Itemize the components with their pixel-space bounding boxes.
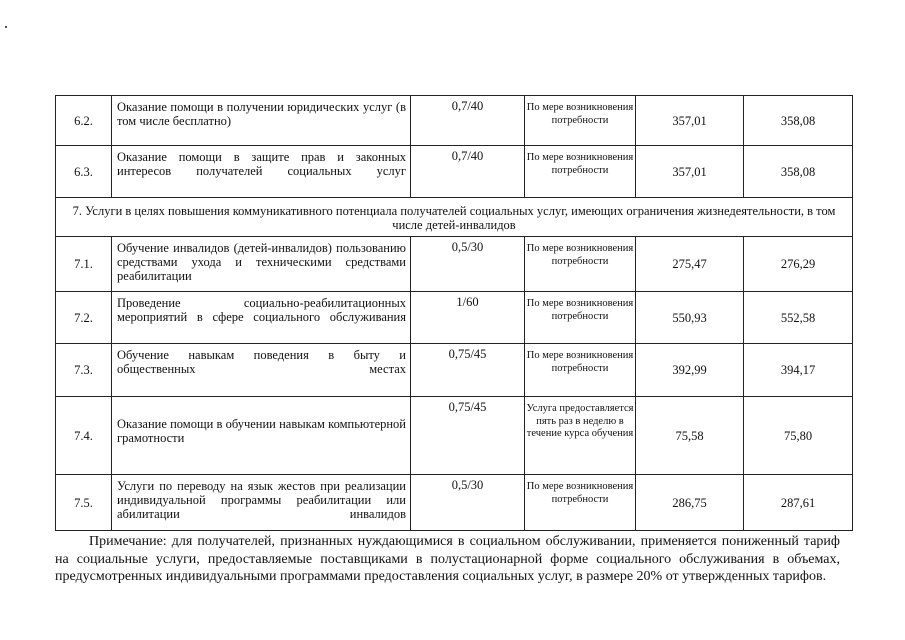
service-name: Проведение социально-реабилитационных мероприятий в сфере социального обслуживания	[112, 292, 411, 344]
tariff-value: 358,08	[744, 96, 853, 146]
tariff-value: 392,99	[636, 344, 744, 397]
row-number: 7.4.	[56, 397, 112, 475]
table-row	[56, 344, 853, 397]
table-row	[56, 397, 853, 475]
service-frequency: По мере возникновения потребности	[525, 96, 636, 146]
row-number: 6.3.	[56, 146, 112, 198]
time-norm: 0,7/40	[411, 146, 525, 198]
service-frequency: По мере возникновения потребности	[525, 237, 636, 292]
service-name: Обучение инвалидов (детей-инвалидов) пользованию средствами ухода и техническими средствами реабилитации	[112, 237, 411, 292]
row-number: 6.2.	[56, 96, 112, 146]
section-row	[56, 198, 853, 237]
time-norm: 0,5/30	[411, 237, 525, 292]
service-name: Оказание помощи в обучении навыкам компьютерной грамотности	[112, 397, 411, 475]
service-frequency: Услуга предоставляется пять раз в неделю в течение курса обучения	[525, 397, 636, 475]
table-row	[56, 475, 853, 531]
row-number: 7.5.	[56, 475, 112, 531]
table-row	[56, 292, 853, 344]
time-norm: 0,75/45	[411, 397, 525, 475]
tariff-value: 552,58	[744, 292, 853, 344]
row-number: 7.3.	[56, 344, 112, 397]
time-norm: 0,75/45	[411, 344, 525, 397]
tariff-value: 276,29	[744, 237, 853, 292]
row-number: 7.2.	[56, 292, 112, 344]
service-name: Обучение навыкам поведения в быту и общественных местах	[112, 344, 411, 397]
service-frequency: По мере возникновения потребности	[525, 475, 636, 531]
tariff-value: 286,75	[636, 475, 744, 531]
service-name: Услуги по переводу на язык жестов при реализации индивидуальной программы реабилитации или абилитации инвалидов	[112, 475, 411, 531]
table-row	[56, 237, 853, 292]
service-frequency: По мере возникновения потребности	[525, 292, 636, 344]
tariff-table	[55, 95, 853, 531]
tariff-value: 75,80	[744, 397, 853, 475]
service-frequency: По мере возникновения потребности	[525, 344, 636, 397]
service-name: Оказание помощи в получении юридических услуг (в том числе бесплатно)	[112, 96, 411, 146]
tariff-value: 75,58	[636, 397, 744, 475]
tariff-value: 357,01	[636, 96, 744, 146]
service-name: Оказание помощи в защите прав и законных интересов получателей социальных услуг	[112, 146, 411, 198]
time-norm: 1/60	[411, 292, 525, 344]
time-norm: 0,7/40	[411, 96, 525, 146]
table-row	[56, 96, 853, 146]
tariff-value: 287,61	[744, 475, 853, 531]
tariff-value: 550,93	[636, 292, 744, 344]
tariff-value: 394,17	[744, 344, 853, 397]
service-frequency: По мере возникновения потребности	[525, 146, 636, 198]
tariff-value: 357,01	[636, 146, 744, 198]
tariff-value: 275,47	[636, 237, 744, 292]
time-norm: 0,5/30	[411, 475, 525, 531]
footnote: Примечание: для получателей, признанных нуждающимися в социальном обслуживании, применяется пониженный тариф на социальные услуги, предоставляемые поставщиками в полустационарной форме социального обслуживания в объемах, предусмотренных индивидуальными программами предоставления социальных услуг, в размере 20% от утвержденных тарифов.	[55, 534, 840, 584]
tariff-value: 358,08	[744, 146, 853, 198]
section-heading: 7. Услуги в целях повышения коммуникативного потенциала получателей социальных услуг, имеющих ограничения жизнедеятельности, в том числе детей-инвалидов	[56, 198, 853, 237]
table-row	[56, 146, 853, 198]
scan-speck	[5, 26, 7, 28]
row-number: 7.1.	[56, 237, 112, 292]
